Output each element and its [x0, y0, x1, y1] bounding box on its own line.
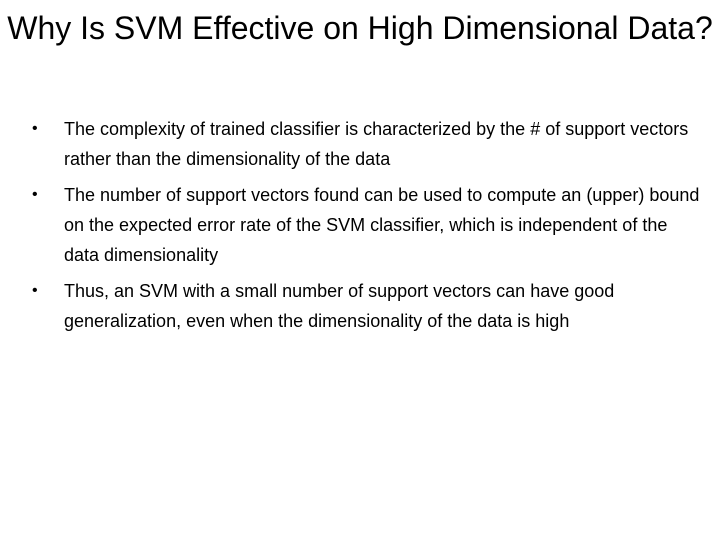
bullet-item	[30, 114, 702, 174]
bullet-item	[30, 276, 702, 336]
slide-title: Why Is SVM Effective on High Dimensional Data?	[7, 10, 713, 46]
bullet-icon: •	[32, 186, 38, 203]
bullet-icon: •	[32, 120, 38, 137]
bullet-text: Thus, an SVM with a small number of support vectors can have good generalization, even when the dimensionality of the data is high	[64, 281, 615, 331]
bullet-item	[30, 180, 702, 270]
bullet-text: The complexity of trained classifier is characterized by the # of support vectors rather than the dimensionality of the data	[64, 119, 689, 169]
bullet-icon: •	[32, 282, 38, 299]
bullet-list	[30, 114, 702, 342]
bullet-text: The number of support vectors found can be used to compute an (upper) bound on the expected error rate of the SVM classifier, which is independent of the data dimensionality	[64, 185, 700, 265]
